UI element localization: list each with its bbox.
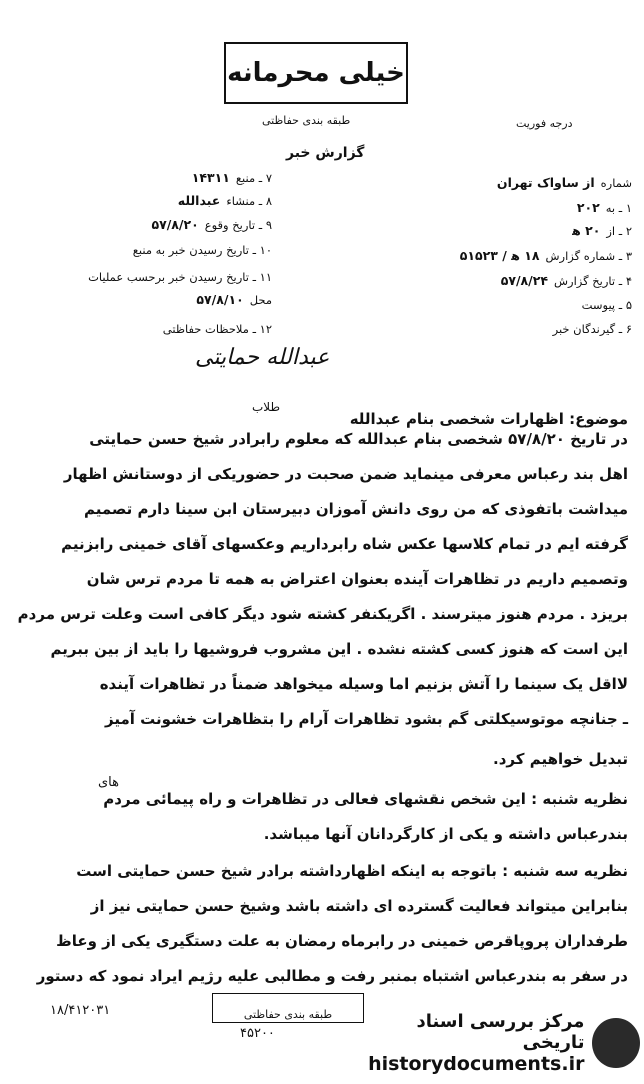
handwritten-signature: عبدالله حمایتی — [195, 345, 330, 370]
archive-logo-icon — [592, 1018, 640, 1068]
classification-sub: طبقه بندی حفاظتی — [262, 114, 351, 127]
body-line: بریزد . مردم هنوز میترسند . اگریکنفر کشته شود دیگر کافی است وعلت ترس مردم — [17, 605, 628, 623]
view2-line: بنابراین میتواند فعالیت گسترده ای داشته باشد وشیخ حسن حمایتی نیز از — [90, 897, 628, 915]
watermark-url: historydocuments.ir — [368, 1053, 585, 1075]
classification-text: خیلی محرمانه — [227, 58, 405, 88]
field-recipients: ۶ ـ گیرندگان خبر — [552, 322, 632, 336]
view2-line: در سفر به بندرعباس اشتباه بمنبر رفت و مطالبی علیه رژیم ایراد نمود که دستور — [36, 967, 628, 985]
priority-label: درجه فوریت — [516, 117, 573, 130]
view2-line: نظریه سه شنبه : باتوجه به اینکه اظهارداشته برادر شیخ حسن حمایتی است — [76, 862, 628, 880]
body-line: در تاریخ ۵۷/۸/۲۰ شخصی بنام عبدالله که معلوم رابرادر شیخ حسن حمایتی — [89, 430, 628, 448]
body-line: میداشت باتفوذی که من روی دانش آموزان دبیرستان ابن سینا دارم تصمیم — [83, 500, 628, 518]
watermark-name: مرکز بررسی اسناد تاریخی — [416, 1011, 585, 1053]
field-from: ۲ ـ از ۲۰ ه‍ — [572, 223, 632, 238]
footer-stamp — [212, 993, 364, 1023]
field-report-number: ۳ ـ شماره گزارش ۱۸ ه‍ / ۵۱۵۲۳ — [459, 248, 632, 263]
field-location: محل ۵۷/۸/۱۰ — [196, 292, 272, 307]
watermark — [360, 1012, 640, 1074]
classification-stamp — [224, 42, 408, 104]
field-occurrence-date: ۹ ـ تاریخ وقوع ۵۷/۸/۲۰ — [151, 217, 272, 232]
field-arrival-ops: ۱۱ ـ تاریخ رسیدن خبر برحسب عملیات — [88, 270, 272, 284]
body-line: این است که هنوز کسی کشته نشده . این مشروب فروشیها را باید از بین ببریم — [50, 640, 628, 658]
field-report-date: ۴ ـ تاریخ گزارش ۵۷/۸/۲۴ — [500, 273, 632, 288]
view2-line: طرفداران پروپاقرص خمینی در رابرماه رمضان به علت دستگیری یکی از وعاظ — [56, 932, 628, 950]
report-title: گزارش خبر — [286, 145, 365, 161]
body-line: لااقل یک سینما را آتش بزنیم اما وسیله میخواهد ضمناً در تظاهرات آینده — [99, 675, 628, 693]
body-line: تبدیل خواهیم کرد. — [493, 750, 628, 768]
view1-line: بندرعباس داشته و یکی از کارگردانان آنها میباشد. — [263, 825, 628, 843]
body-line: ـ جنانچه موتوسیکلتی گم بشود تظاهرات آرام را بتظاهرات خشونت آمیز — [104, 710, 628, 728]
field-arrival-to-source: ۱۰ ـ تاریخ رسیدن خبر به منبع — [132, 243, 272, 257]
reference-number: ۱۸/۴۱۲۰۳۱ — [50, 1003, 111, 1018]
field-origin: ۸ ـ منشاء عبدالله — [177, 193, 272, 208]
insert-note: طلاب — [252, 400, 281, 414]
body-line: وتصمیم داریم در تظاهرات آینده بعنوان اعتراض به همه تا مردم ترس شان — [86, 570, 628, 588]
field-security-notes: ۱۲ ـ ملاحظات حفاظتی — [162, 322, 272, 336]
body-line: اهل بند رعباس معرفی مینماید ضمن صحبت در حضوریکی از دوستانش اظهار — [63, 465, 628, 483]
view1-line: نظریه شنبه : این شخص نقشهای فعالی در تظاهرات و راه پیمائی مردم — [103, 790, 628, 808]
insert-note-2: های — [98, 775, 119, 790]
field-source: ۷ ـ منبع ۱۴۳۱۱ — [191, 170, 272, 185]
field-attachment: ۵ ـ پیوست — [581, 298, 632, 312]
field-number: شماره از ساواک تهران — [496, 175, 632, 190]
body-line: گرفته ایم در تمام کلاسها عکس شاه رابرداریم وعکسهای آقای خمینی رابزنیم — [61, 535, 628, 553]
footer-stamp-text: طبقه بندی حفاظتی — [243, 1008, 333, 1021]
body-subject: موضوع: اظهارات شخصی بنام عبدالله — [349, 410, 628, 428]
reference-small: ۴۵۲۰۰ — [240, 1026, 275, 1041]
field-to: ۱ ـ به ۲۰۲ — [576, 200, 632, 215]
